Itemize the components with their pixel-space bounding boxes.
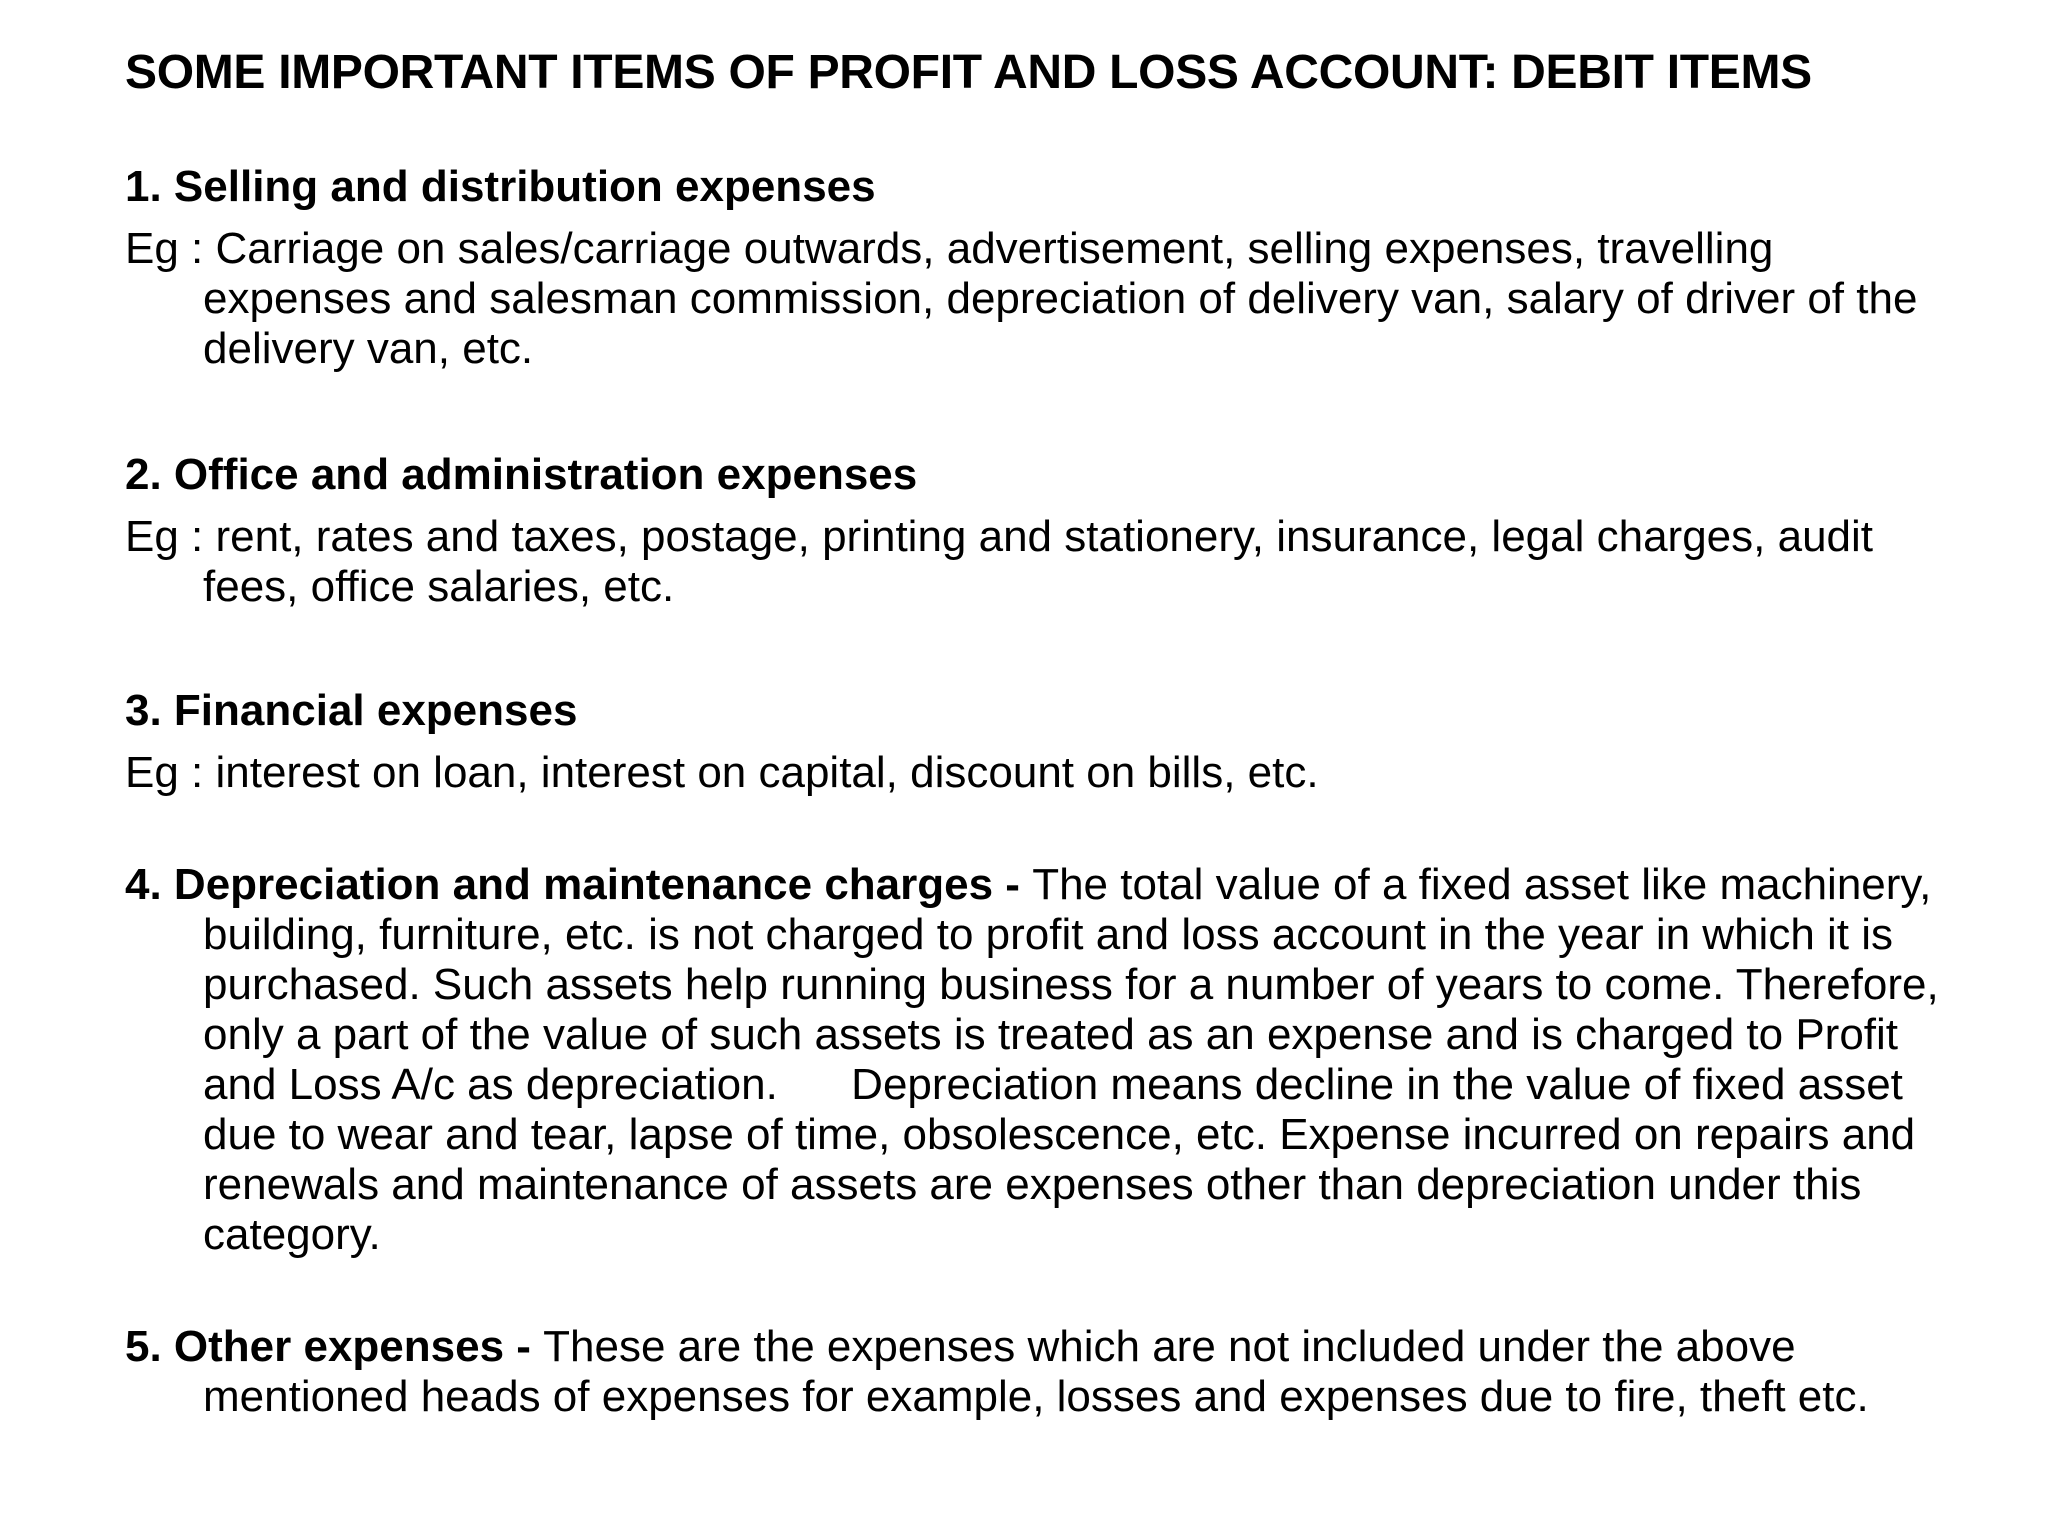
list-item-other-expenses (125, 1322, 1955, 1422)
list-item-depreciation-maintenance (125, 860, 1955, 1260)
item-heading: 2. Office and administration expenses (125, 450, 918, 499)
item-heading: 3. Financial expenses (125, 686, 578, 735)
item-heading: 1. Selling and distribution expenses (125, 162, 876, 211)
slide (125, 40, 1955, 1422)
item-lead: 5. Other expenses - (125, 1322, 544, 1371)
item-example-text: Eg : interest on loan, interest on capital, discount on bills, etc. (125, 748, 1319, 797)
item-example-text: Eg : rent, rates and taxes, postage, printing and stationery, insurance, legal charges, audit fees, office salaries, etc. (125, 512, 1874, 611)
list-item-financial (125, 686, 1955, 798)
list-item-selling-distribution (125, 162, 1955, 374)
item-example-text: Eg : Carriage on sales/carriage outwards, advertisement, selling expenses, travelling expenses and salesman commission, depreciation of delivery van, salary of driver of the delivery van, etc. (125, 224, 1918, 373)
item-paragraph (125, 1322, 1955, 1422)
item-body-text: The total value of a fixed asset like machinery, building, furniture, etc. is not charged to profit and loss account in the year in which it is purchased. Such assets help running business for a number of years to come. Therefore, only a part of the value of such assets is treated as an expense and is charged to Profit and Loss A/c as depreciation. Depreciation means decline in the value of fixed asset due to wear and tear, lapse of time, obsolescence, etc. Expense incurred on repairs and renewals and maintenance of assets are expenses other than depreciation under this category. (203, 860, 1951, 1259)
page-title: SOME IMPORTANT ITEMS OF PROFIT AND LOSS ACCOUNT: DEBIT ITEMS (125, 46, 1812, 99)
list-item-office-administration (125, 450, 1955, 612)
item-paragraph (125, 860, 1955, 1260)
item-lead: 4. Depreciation and maintenance charges - (125, 860, 1033, 909)
item-body-text: These are the expenses which are not included under the above mentioned heads of expenses for example, losses and expenses due to fire, theft etc. (203, 1322, 1869, 1421)
